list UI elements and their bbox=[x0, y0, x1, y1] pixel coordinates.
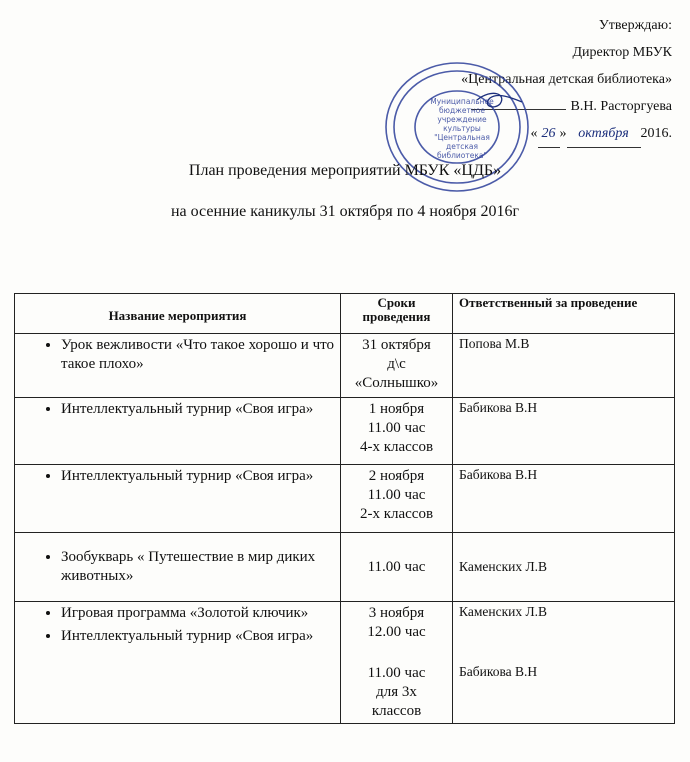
responsible-gap bbox=[459, 620, 668, 664]
event-cell bbox=[15, 334, 341, 398]
when-line: 4-х классов bbox=[359, 439, 434, 455]
stamp-line-1: Муниципальное bbox=[430, 97, 494, 106]
event-item: • Игровая программа «Золотой ключик» bbox=[61, 604, 334, 623]
table-row bbox=[15, 334, 675, 398]
responsible-name: Бабикова В.Н bbox=[459, 400, 538, 415]
when-cell bbox=[341, 465, 453, 533]
signer-name: В.Н. Расторгуева bbox=[570, 99, 672, 114]
when-line: 3 ноября bbox=[368, 605, 425, 621]
when-line: «Солнышко» bbox=[354, 375, 439, 391]
responsible-name: Каменских Л.В bbox=[459, 604, 548, 619]
when-line: 11.00 час bbox=[367, 558, 426, 575]
table-header-row bbox=[15, 294, 675, 334]
when-line: д\с bbox=[387, 356, 406, 372]
when-cell bbox=[341, 602, 453, 724]
event-item: • Зообукварь « Путешествие в мир диких животных» bbox=[61, 548, 334, 586]
plan-title: План проведения мероприятий МБУК «ЦДБ» bbox=[188, 162, 502, 179]
responsible-name: Попова М.В bbox=[459, 336, 530, 351]
event-item: • Урок вежливости «Что такое хорошо и что такое плохо» bbox=[61, 336, 334, 374]
when-cell bbox=[341, 533, 453, 602]
table-row bbox=[15, 398, 675, 465]
header-dates: Сроки проведения bbox=[341, 294, 453, 334]
header-responsible: Ответственный за проведение bbox=[453, 294, 675, 334]
event-item: • Интеллектуальный турнир «Своя игра» bbox=[61, 467, 334, 486]
stamp-line-7: библиотека" bbox=[437, 151, 487, 160]
event-cell bbox=[15, 533, 341, 602]
when-line: 31 октября bbox=[362, 337, 431, 353]
responsible-cell bbox=[453, 602, 675, 724]
when-line: классов bbox=[371, 703, 422, 719]
table-row bbox=[15, 602, 675, 724]
event-item: • Интеллектуальный турнир «Своя игра» bbox=[61, 400, 334, 419]
event-cell bbox=[15, 465, 341, 533]
when-cell bbox=[341, 398, 453, 465]
when-line: 1 ноября bbox=[368, 401, 425, 417]
event-cell bbox=[15, 602, 341, 724]
stamp-line-2: бюджетное bbox=[439, 106, 485, 115]
stamp-line-4: культуры bbox=[443, 124, 481, 133]
when-gap bbox=[347, 642, 446, 664]
responsible-cell bbox=[453, 533, 675, 602]
responsible-cell bbox=[453, 465, 675, 533]
header-event-name: Название мероприятия bbox=[15, 294, 341, 334]
event-cell bbox=[15, 398, 341, 465]
library-name: «Центральная детская библиотека» bbox=[461, 72, 672, 87]
stamp-line-5: "Центральная bbox=[434, 133, 490, 142]
date-year: 2016. bbox=[640, 126, 672, 141]
director-position: Директор МБУК bbox=[572, 45, 672, 60]
approval-date: « 26 » октября 2016. bbox=[461, 120, 672, 148]
when-line: 11.00 час bbox=[367, 665, 426, 681]
stamp-line-6: детская bbox=[446, 142, 478, 151]
responsible-cell bbox=[453, 398, 675, 465]
plan-subtitle: на осенние каникулы 31 октября по 4 ноября 2016г bbox=[170, 203, 520, 220]
date-day: 26 bbox=[538, 120, 560, 148]
when-line: 2 ноября bbox=[368, 468, 425, 484]
when-line: для 3х bbox=[376, 684, 417, 700]
when-line: 2-х классов bbox=[359, 506, 434, 522]
table-row bbox=[15, 465, 675, 533]
responsible-name: Бабикова В.Н bbox=[459, 467, 538, 482]
responsible-name: Каменских Л.В bbox=[459, 559, 548, 574]
when-line: 11.00 час bbox=[367, 487, 426, 503]
table-row bbox=[15, 533, 675, 602]
when-line: 11.00 час bbox=[367, 420, 426, 436]
when-cell bbox=[341, 334, 453, 398]
responsible-cell bbox=[453, 334, 675, 398]
stamp-line-3: учреждение bbox=[437, 115, 487, 124]
when-line: 12.00 час bbox=[367, 624, 426, 640]
event-item: • Интеллектуальный турнир «Своя игра» bbox=[61, 627, 334, 646]
approve-label: Утверждаю: bbox=[598, 18, 672, 33]
events-table bbox=[14, 293, 675, 724]
responsible-name: Бабикова В.Н bbox=[459, 664, 538, 679]
date-month: октября bbox=[567, 120, 641, 148]
